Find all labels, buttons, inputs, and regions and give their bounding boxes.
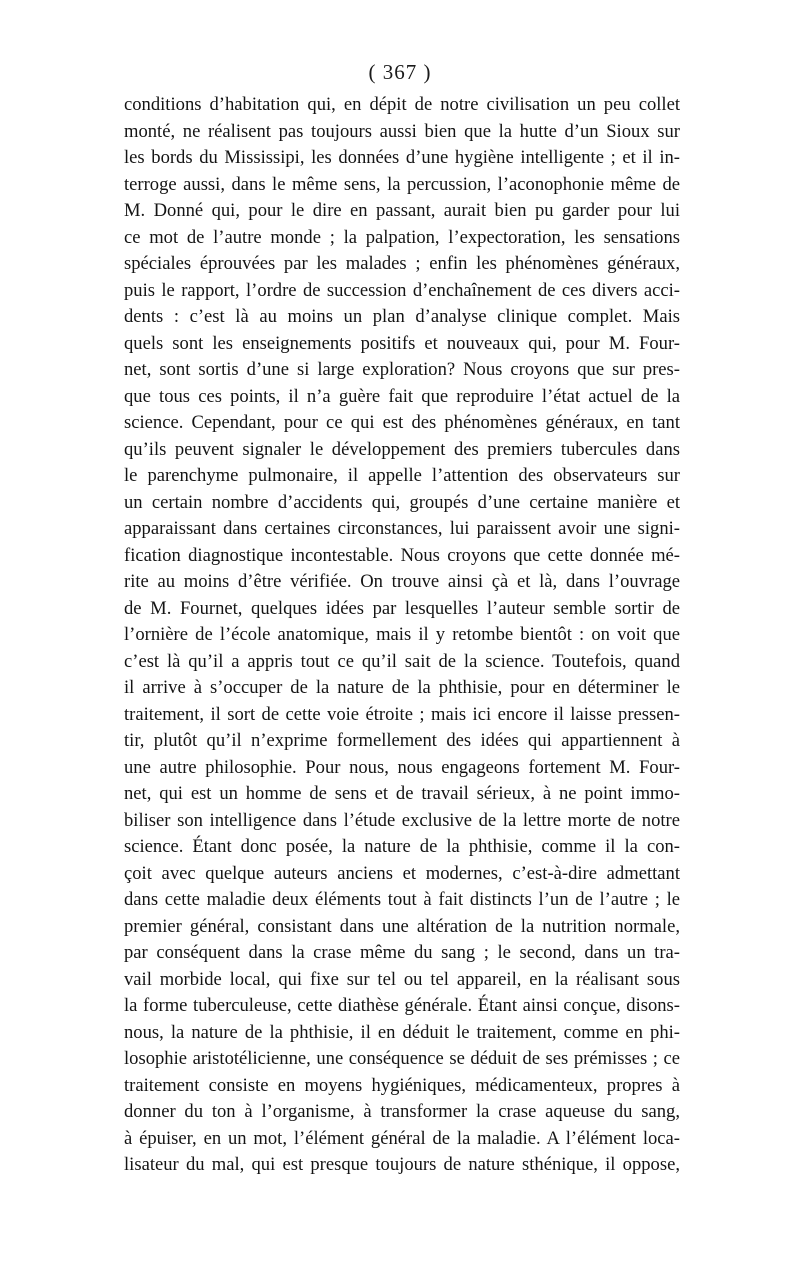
text-line: vail morbide local, qui fixe sur tel ou tel appareil, en la réalisant sous xyxy=(124,968,680,990)
text-line: rite au moins d’être vérifiée. On trouve ainsi çà et là, dans l’ouvrage xyxy=(124,571,680,592)
text-line: à épuiser, en un mot, l’élément général de la maladie. A l’élément loca- xyxy=(124,1127,680,1149)
text-line: quels sont les enseignements positifs et nouveaux qui, pour M. Four- xyxy=(124,332,680,354)
text-line: science. Cependant, pour ce qui est des phénomènes généraux, en tant xyxy=(124,412,680,433)
text-line: un certain nombre d’accidents qui, groupés d’une certaine manière et xyxy=(124,491,680,513)
text-line: donner du ton à l’organisme, à transformer la crase aqueuse du sang, xyxy=(124,1101,680,1122)
text-line: çoit avec quelque auteurs anciens et modernes, c’est-à-dire admettant xyxy=(124,862,680,884)
text-line: monté, ne réalisent pas toujours aussi bien que la hutte d’un Sioux sur xyxy=(124,120,680,142)
text-line: apparaissant dans certaines circonstances, lui paraissent avoir une signi- xyxy=(124,518,680,539)
body-text xyxy=(124,92,680,1179)
text-line: il arrive à s’occuper de la nature de la phthisie, pour en déterminer le xyxy=(124,677,680,698)
text-line: premier général, consistant dans une altération de la nutrition normale, xyxy=(124,915,680,937)
text-line: la forme tuberculeuse, cette diathèse générale. Étant ainsi conçue, disons- xyxy=(124,995,680,1016)
text-line: spéciales éprouvées par les malades ; enfin les phénomènes généraux, xyxy=(124,253,680,274)
text-line: net, qui est un homme de sens et de travail sérieux, à ne point immo- xyxy=(124,783,680,804)
text-line: lisateur du mal, qui est presque toujours de nature sthénique, il oppose, xyxy=(124,1154,680,1175)
text-line: dans cette maladie deux éléments tout à fait distincts l’un de l’autre ; le xyxy=(124,889,680,910)
text-line: que tous ces points, il n’a guère fait que reproduire l’état actuel de la xyxy=(124,385,680,407)
text-line: science. Étant donc posée, la nature de la phthisie, comme il la con- xyxy=(124,836,680,857)
text-line: dents : c’est là au moins un plan d’analyse clinique complet. Mais xyxy=(124,306,680,327)
text-line: conditions d’habitation qui, en dépit de notre civilisation un peu collet xyxy=(124,94,680,115)
text-line: fication diagnostique incontestable. Nous croyons que cette donnée mé- xyxy=(124,544,680,566)
text-line: par conséquent dans la crase même du sang ; le second, dans un tra- xyxy=(124,942,680,963)
text-line: net, sont sortis d’une si large exploration? Nous croyons que sur pres- xyxy=(124,359,680,380)
text-line: c’est là qu’il a appris tout ce qu’il sait de la science. Toutefois, quand xyxy=(124,650,680,672)
text-line: les bords du Mississipi, les données d’une hygiène intelligente ; et il in- xyxy=(124,147,680,168)
page-number: ( 367 ) xyxy=(368,60,432,84)
text-line: puis le rapport, l’ordre de succession d’enchaînement de ces divers acci- xyxy=(124,279,680,301)
text-line: M. Donné qui, pour le dire en passant, aurait bien pu garder pour lui xyxy=(124,200,680,221)
text-line: terroge aussi, dans le même sens, la percussion, l’aconophonie même de xyxy=(124,173,680,195)
text-line: tir, plutôt qu’il n’exprime formellement des idées qui appartiennent à xyxy=(124,730,680,751)
text-line: qu’ils peuvent signaler le développement des premiers tubercules dans xyxy=(124,438,680,460)
text-line: ce mot de l’autre monde ; la palpation, l’expectoration, les sensations xyxy=(124,226,680,248)
text-line: une autre philosophie. Pour nous, nous engageons fortement M. Four- xyxy=(124,756,680,778)
text-line: de M. Fournet, quelques idées par lesquelles l’auteur semble sortir de xyxy=(124,597,680,619)
text-line: losophie aristotélicienne, une conséquence se déduit de ses prémisses ; ce xyxy=(124,1048,680,1069)
text-line: nous, la nature de la phthisie, il en déduit le traitement, comme en phi- xyxy=(124,1021,680,1043)
text-line: traitement consiste en moyens hygiéniques, médicamenteux, propres à xyxy=(124,1074,680,1096)
text-line: biliser son intelligence dans l’étude exclusive de la lettre morte de notre xyxy=(124,809,680,831)
text-line: traitement, il sort de cette voie étroite ; mais ici encore il laisse pressen- xyxy=(124,703,680,725)
text-line: le parenchyme pulmonaire, il appelle l’attention des observateurs sur xyxy=(124,465,680,486)
text-line: l’ornière de l’école anatomique, mais il y retombe bientôt : on voit que xyxy=(124,624,680,645)
